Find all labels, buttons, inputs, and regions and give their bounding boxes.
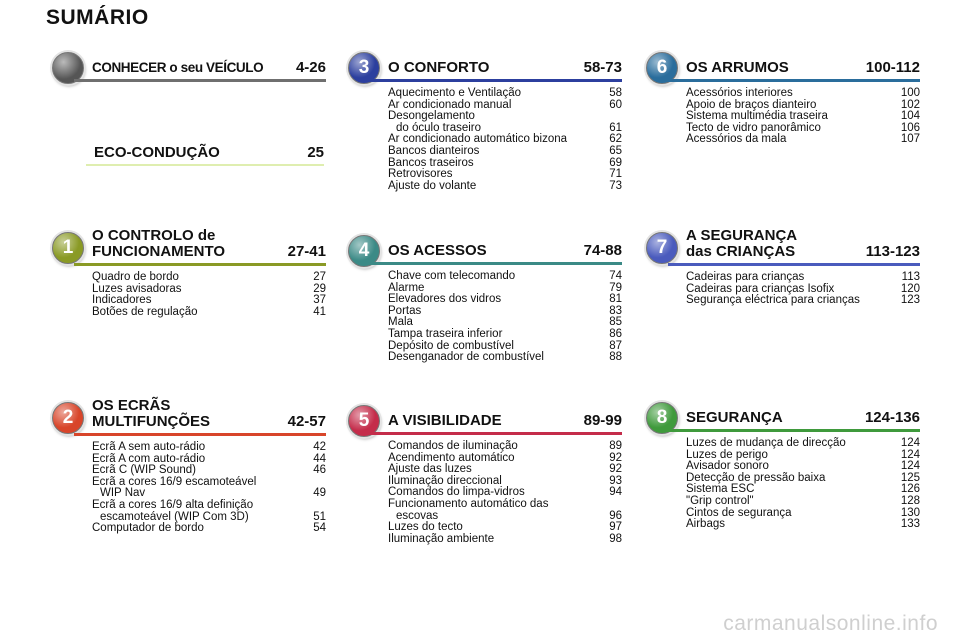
- toc-entry-label: Computador de bordo: [92, 522, 204, 535]
- section-pages: 74-88: [583, 242, 622, 259]
- section-item-list: [92, 442, 326, 535]
- toc-entry-page: 94: [609, 486, 622, 499]
- toc-entry[interactable]: [388, 329, 622, 341]
- section-title-line2: SEGURANÇA: [686, 409, 783, 426]
- section-pages: 100-112: [865, 59, 920, 76]
- toc-entry-label: Acessórios da mala: [686, 133, 787, 146]
- toc-entry-label: Alarme: [388, 281, 425, 294]
- toc-entry-label: Apoio de braços dianteiro: [686, 98, 817, 111]
- toc-entry-page: 85: [609, 316, 622, 329]
- toc-entry-page: 123: [900, 294, 920, 307]
- toc-entry[interactable]: [686, 438, 920, 450]
- toc-entry[interactable]: [388, 499, 622, 511]
- toc-entry-label: Ecrã C (WIP Sound): [92, 464, 196, 477]
- toc-entry[interactable]: [388, 294, 622, 306]
- section-underline: [370, 262, 622, 265]
- toc-entry-page: 49: [313, 487, 326, 500]
- toc-entry-page: 79: [609, 281, 622, 294]
- chapter-number-badge: 4: [348, 235, 380, 267]
- section-header: [646, 52, 920, 82]
- toc-entry-label: Iluminação ambiente: [388, 532, 495, 545]
- section-item-list: [686, 272, 920, 307]
- section-title: [388, 413, 502, 429]
- toc-entry[interactable]: [686, 496, 920, 508]
- section-title-line2: CONHECER o seu VEÍCULO: [92, 60, 264, 75]
- toc-entry-page: [618, 499, 622, 511]
- section-title-line2: O CONFORTO: [388, 59, 490, 76]
- toc-entry[interactable]: [388, 534, 622, 546]
- page-title: SUMÁRIO: [46, 6, 149, 29]
- toc-entry-label: Luzes de mudança de direcção: [686, 437, 846, 449]
- toc-entry-label: Tampa traseira inferior: [388, 327, 503, 340]
- toc-entry-label: Ecrã A com auto-rádio: [92, 452, 206, 465]
- toc-entry[interactable]: [388, 88, 622, 100]
- toc-entry-page: 74: [609, 270, 622, 282]
- toc-entry-page: 125: [900, 471, 920, 484]
- toc-entry-label: Portas: [388, 304, 422, 317]
- chapter-number-badge: 3: [348, 52, 380, 84]
- toc-entry-label: Ajuste das luzes: [388, 463, 472, 476]
- toc-entry-label: Botões de regulação: [92, 305, 198, 318]
- section-title: [92, 228, 225, 260]
- section-pages: 89-99: [583, 412, 622, 429]
- toc-entry[interactable]: [388, 306, 622, 318]
- toc-entry-page: 88: [609, 351, 622, 364]
- toc-entry-page: 44: [313, 452, 326, 465]
- section-title-line2: OS ACESSOS: [388, 242, 487, 259]
- toc-entry-label: "Grip control": [686, 494, 754, 507]
- toc-entry-page: 124: [900, 448, 920, 461]
- toc-entry[interactable]: [92, 442, 326, 454]
- section-controlo-funcionamento[interactable]: [52, 227, 326, 318]
- section-underline: [668, 263, 920, 266]
- section-title-line1: A SEGURANÇA: [686, 227, 798, 244]
- toc-entry[interactable]: [388, 181, 622, 193]
- section-item-list: [388, 441, 622, 545]
- toc-entry-label: Bancos traseiros: [388, 156, 474, 169]
- toc-entry-page: 81: [609, 293, 622, 306]
- section-item-list: [92, 272, 326, 318]
- toc-entry-page: 69: [609, 156, 622, 169]
- toc-entry-page: 87: [609, 339, 622, 352]
- toc-entry-label: Tecto de vidro panorâmico: [686, 121, 821, 134]
- section-header: [348, 235, 622, 265]
- toc-entry-page: 133: [900, 518, 920, 531]
- toc-entry-page: 130: [900, 506, 920, 519]
- section-title: [92, 398, 210, 430]
- toc-entry-label: do óculo traseiro: [396, 121, 482, 134]
- toc-entry-label: escovas: [396, 509, 439, 522]
- toc-entry[interactable]: [388, 352, 622, 364]
- section-eco-conducao[interactable]: [86, 144, 324, 166]
- section-header: [52, 52, 326, 82]
- section-header: [52, 227, 326, 266]
- section-title: [686, 228, 797, 260]
- section-title-line2: OS ARRUMOS: [686, 59, 789, 76]
- section-pages: 42-57: [287, 413, 326, 430]
- toc-entry[interactable]: [388, 169, 622, 181]
- section-header: [348, 405, 622, 435]
- section-visibilidade[interactable]: [348, 405, 622, 545]
- chapter-number-badge: 7: [646, 232, 678, 264]
- section-title-line1: OS ECRÃS: [92, 397, 171, 414]
- toc-entry-label: Ecrã A sem auto-rádio: [92, 441, 206, 453]
- toc-entry-page: 107: [900, 133, 920, 146]
- toc-entry-page: 92: [609, 463, 622, 476]
- toc-entry-page: 106: [900, 121, 920, 134]
- toc-entry-page: 97: [609, 521, 622, 534]
- toc-entry[interactable]: [686, 272, 920, 284]
- toc-entry-label: Comandos do limpa-vidros: [388, 486, 525, 499]
- toc-entry-label: Aquecimento e Ventilação: [388, 87, 521, 99]
- toc-entry-page: 41: [313, 305, 326, 318]
- toc-entry-label: Ar condicionado automático bizona: [388, 133, 568, 146]
- section-title: [686, 410, 783, 426]
- section-title: [388, 243, 487, 259]
- toc-entry-page: 124: [900, 460, 920, 473]
- toc-entry-page: 54: [313, 522, 326, 535]
- toc-entry-label: Chave com telecomando: [388, 270, 516, 282]
- section-pages: 58-73: [583, 59, 622, 76]
- toc-entry-page: 65: [609, 144, 622, 157]
- toc-entry-page: 102: [900, 98, 920, 111]
- toc-entry-label: Sistema multimédia traseira: [686, 110, 828, 123]
- section-pages: 27-41: [287, 243, 326, 260]
- toc-entry-label: Luzes do tecto: [388, 521, 463, 534]
- toc-entry-page: 86: [609, 327, 622, 340]
- section-item-list: [388, 271, 622, 364]
- section-header: [348, 52, 622, 82]
- toc-entry-page: 46: [313, 464, 326, 477]
- section-title: [92, 60, 263, 76]
- toc-entry-page: 92: [609, 451, 622, 464]
- toc-entry-label: Depósito de combustível: [388, 339, 514, 352]
- toc-entry-page: 126: [900, 483, 920, 496]
- toc-entry[interactable]: [388, 522, 622, 534]
- toc-entry-label: Desongelamento: [388, 110, 475, 123]
- toc-entry-label: Mala: [388, 316, 413, 329]
- toc-entry-page: 42: [313, 441, 326, 453]
- chapter-number-badge: 5: [348, 405, 380, 437]
- toc-entry-page: [322, 500, 326, 512]
- toc-entry-page: 100: [900, 87, 920, 99]
- toc-entry-page: 58: [609, 87, 622, 99]
- toc-entry-label: Bancos dianteiros: [388, 144, 480, 157]
- toc-entry-label: Ecrã a cores 16/9 alta definição: [92, 498, 254, 511]
- section-underline: [668, 79, 920, 82]
- section-arrumos[interactable]: [646, 52, 920, 146]
- toc-entry-page: 73: [609, 179, 622, 192]
- toc-entry-page: 120: [900, 282, 920, 295]
- section-title-line2: MULTIFUNÇÕES: [92, 413, 211, 430]
- toc-entry[interactable]: [686, 134, 920, 146]
- toc-entry-page: 61: [609, 121, 622, 134]
- toc-entry[interactable]: [686, 519, 920, 531]
- toc-entry-page: 128: [900, 494, 920, 507]
- chapter-number-badge: 1: [52, 232, 84, 264]
- toc-entry[interactable]: [388, 146, 622, 158]
- section-pages: 113-123: [865, 243, 920, 260]
- toc-entry-label: Ar condicionado manual: [388, 98, 512, 111]
- toc-entry-label: Detecção de pressão baixa: [686, 471, 826, 484]
- toc-entry-page: 83: [609, 304, 622, 317]
- section-acessos[interactable]: [348, 235, 622, 364]
- toc-entry-page: 71: [609, 168, 622, 181]
- section-underline: [74, 79, 326, 82]
- toc-entry-page: 96: [609, 509, 622, 522]
- section-seguranca-criancas[interactable]: [646, 227, 920, 307]
- section-pages: 4-26: [295, 59, 326, 76]
- section-title-line2: FUNCIONAMENTO: [92, 243, 226, 260]
- section-item-list: [388, 88, 622, 192]
- section-underline: [668, 429, 920, 432]
- section-header: [646, 402, 920, 432]
- toc-entry[interactable]: [388, 441, 622, 453]
- toc-entry-label: Iluminação direccional: [388, 474, 502, 487]
- toc-entry-label: Comandos de iluminação: [388, 440, 518, 452]
- toc-entry-page: 124: [900, 437, 920, 449]
- section-title: ECO-CONDUÇÃO: [94, 144, 220, 161]
- section-pages: 25: [307, 144, 324, 161]
- section-conhecer[interactable]: [52, 52, 326, 82]
- chapter-number-badge: 6: [646, 52, 678, 84]
- section-item-list: [686, 438, 920, 531]
- section-title: [388, 60, 489, 76]
- toc-entry[interactable]: [686, 88, 920, 100]
- toc-entry-page: 104: [900, 110, 920, 123]
- section-underline: [370, 79, 622, 82]
- section-header: [52, 397, 326, 436]
- toc-entry-page: 89: [609, 440, 622, 452]
- toc-entry[interactable]: [92, 500, 326, 512]
- toc-entry-label: Cintos de segurança: [686, 506, 792, 519]
- toc-entry-label: Ajuste do volante: [388, 179, 477, 192]
- toc-entry-label: Acendimento automático: [388, 451, 515, 464]
- section-title: [686, 60, 789, 76]
- toc-entry-label: Elevadores dos vidros: [388, 293, 502, 306]
- chapter-number-badge: 8: [646, 402, 678, 434]
- toc-entry-label: Segurança eléctrica para crianças: [686, 294, 860, 307]
- toc-entry-label: Luzes avisadoras: [92, 282, 182, 295]
- toc-entry-label: WIP Nav: [100, 487, 146, 500]
- section-title-line2: das CRIANÇAS: [686, 243, 796, 260]
- section-seguranca[interactable]: [646, 402, 920, 531]
- toc-entry-label: Retrovisores: [388, 168, 453, 181]
- toc-entry-page: 60: [609, 98, 622, 111]
- toc-entry-label: Indicadores: [92, 294, 152, 307]
- section-underline: [74, 433, 326, 436]
- toc-entry-page: 29: [313, 282, 326, 295]
- toc-entry[interactable]: [686, 295, 920, 307]
- section-underline: [74, 263, 326, 266]
- toc-entry-label: Funcionamento automático das: [388, 497, 549, 510]
- section-title-line2: A VISIBILIDADE: [388, 412, 502, 429]
- section-title-line1: O CONTROLO de: [92, 227, 216, 244]
- toc-entry-page: 93: [609, 474, 622, 487]
- toc-entry-label: escamoteável (WIP Com 3D): [100, 510, 249, 523]
- chapter-number-badge: 2: [52, 402, 84, 434]
- section-header: [646, 227, 920, 266]
- toc-entry-label: Sistema ESC: [686, 483, 755, 496]
- section-conforto[interactable]: [348, 52, 622, 192]
- toc-entry-label: Ecrã a cores 16/9 escamoteável: [92, 475, 257, 488]
- toc-entry-label: Luzes de perigo: [686, 448, 768, 461]
- section-underline: [86, 164, 324, 166]
- toc-entry-page: 37: [313, 294, 326, 307]
- toc-entry-label: Cadeiras para crianças: [686, 271, 805, 283]
- toc-entry-page: 62: [609, 133, 622, 146]
- toc-entry-page: 113: [901, 271, 920, 283]
- section-ecras-multifuncoes[interactable]: [52, 397, 326, 535]
- section-underline: [370, 432, 622, 435]
- toc-entry-page: 51: [313, 510, 326, 523]
- toc-entry-page: 98: [609, 532, 622, 545]
- toc-entry[interactable]: [92, 307, 326, 319]
- watermark: carmanualsonline.info: [723, 612, 938, 635]
- section-item-list: [686, 88, 920, 146]
- toc-entry-label: Avisador sonoro: [686, 460, 769, 473]
- toc-entry-label: Cadeiras para crianças Isofix: [686, 282, 835, 295]
- toc-entry-page: 27: [313, 271, 326, 283]
- toc-entry-label: Airbags: [686, 518, 725, 531]
- toc-entry-label: Quadro de bordo: [92, 271, 179, 283]
- toc-entry[interactable]: [388, 271, 622, 283]
- toc-entry[interactable]: [92, 523, 326, 535]
- toc-entry-label: Desenganador de combustível: [388, 351, 544, 364]
- section-pages: 124-136: [864, 409, 920, 426]
- toc-entry[interactable]: [92, 272, 326, 284]
- toc-entry-label: Acessórios interiores: [686, 87, 793, 99]
